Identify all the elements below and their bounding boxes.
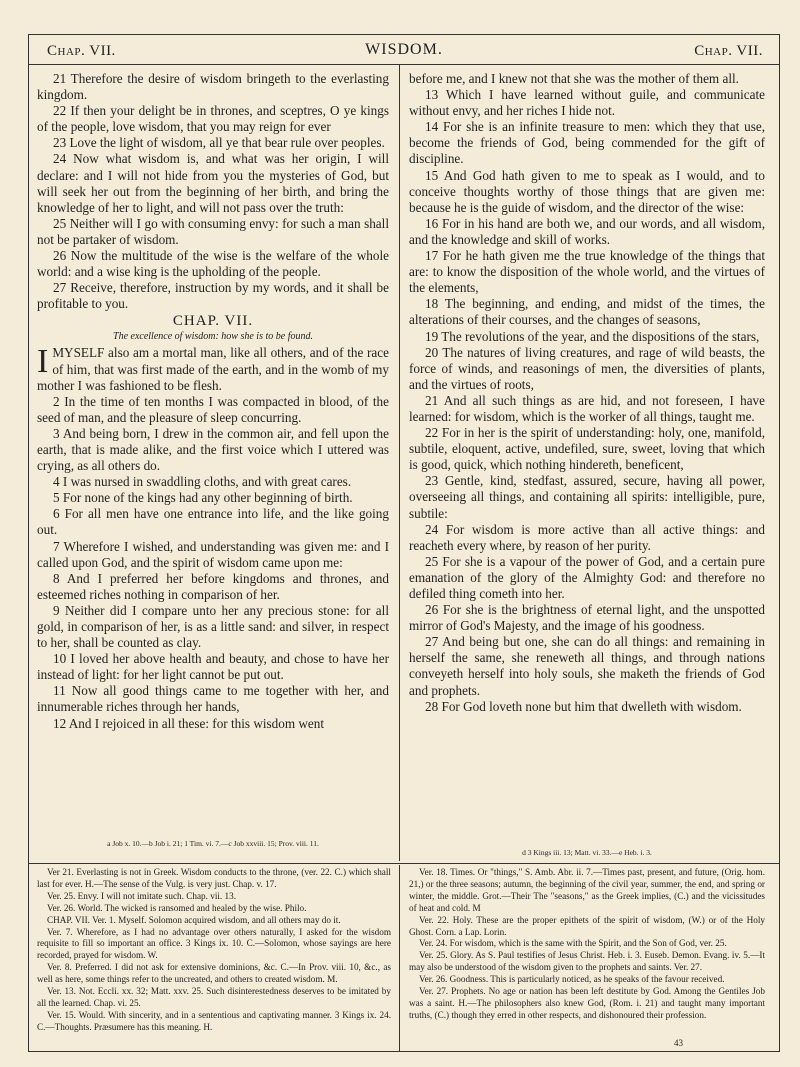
verse: 27 Receive, therefore, instruction by my words, and it shall be profitable to you. [37,280,389,312]
verse: 7 Wherefore I wished, and understanding was given me: and I called upon God, and the spirit of wisdom came upon me: [37,538,389,570]
notes-column-divider [399,865,400,1051]
verse: 8 And I preferred her before kingdoms and thrones, and esteemed riches nothing in comparison of her. [37,570,389,602]
verse: 22 If then your delight be in thrones, and sceptres, O ye kings of the people, love wisdom, that you may reign for ever [37,103,389,135]
page-number: 43 [674,1038,683,1048]
verse: 18 The beginning, and ending, and midst of the times, the alterations of their courses, and the changes of seasons, [409,296,765,328]
commentary-note: Ver. 25. Envy. I will not imitate such. Chap. vii. 13. [47,890,237,901]
verse: 15 And God hath given to me to speak as I would, and to conceive thoughts worthy of those things that are given me: because he is the guide of wisdom, and the director of the wise: [409,167,765,215]
commentary-note: Ver 21. Everlasting is not in Greek. Wisdom conducts to the throne, (ver. 22. C.) which shall last for ever. H.—The sense of the Vulg. is very just. Chap. v. 17. [37,867,391,889]
page-frame [28,34,780,1052]
commentary-note: CHAP. VII. Ver. 1. Myself. Solomon acquired wisdom, and all others may do it. [47,914,341,925]
verse: 23 Gentle, kind, stedfast, assured, secure, having all power, overseeing all things, and containing all spirits: intelligible, pure, subtile: [409,473,765,521]
verse: 2 In the time of ten months I was compacted in blood, of the seed of man, and the pleasure of sleep concurring. [37,393,389,425]
verse: 6 For all men have one entrance into life, and the like going out. [37,506,389,538]
verse: 22 For in her is the spirit of understanding: holy, one, manifold, subtile, eloquent, active, undefiled, sure, sweet, loving that which is good, quick, which nothing hindereth, beneficent, [409,425,765,473]
verse: 4 I was nursed in swaddling cloths, and with great cares. [53,474,352,490]
verse: 12 And I rejoiced in all these: for this wisdom went [53,715,325,731]
commentary-right [409,867,765,1051]
commentary-note: Ver. 18. Times. Or "things," S. Amb. Abr. ii. 7.—Times past, present, and future, (Orig. hom. 21,) or the three seasons; autumn, the beginning of the civil year, summer, the end, and spring or winter, the middle. Grot.—Their The "seasons," as the Greek implies, (C.) and the vicissitudes of heat and cold. M [409,867,765,913]
commentary-note: Ver. 7. Wherefore, as I had no advantage over others naturally, I asked for the wisdom requisite to fill so important an office. 3 Kings ix. 10. C.—Solomon, whose sayings are here recorded, prayed for wisdom. W. [37,926,391,961]
commentary-note: Ver. 27. Prophets. No age or nation has been left destitute by God. Among the Gentiles Job was a saint. H.—The philosophers also knew God, (Rom. i. 21) and taught many important truths, (C.) though they erred in other respects, and dishonoured their profession. [409,986,765,1020]
verse: 14 For she is an infinite treasure to men: which they that use, become the friends of God, being commended for the gift of discipline. [409,119,765,167]
verse: 24 For wisdom is more active than all active things: and reacheth every where, by reason of her purity. [409,521,765,553]
commentary-left [37,867,391,1051]
verse: 13 Which I have learned without guile, and communicate without envy, and her riches I hide not. [409,87,765,119]
commentary-note: Ver. 13. Not. Eccli. xx. 32; Matt. xxv. 25. Such disinterestedness deserves to be imitated by all the learned. Chap. vi. 25. [37,986,391,1008]
verse: 21 Therefore the desire of wisdom bringeth to the everlasting kingdom. [37,71,389,103]
verse: 25 For she is a vapour of the power of God, and a certain pure emanation of the glory of the Almighty God: and therefore no defiled thing cometh into her. [409,553,765,601]
notes-divider [29,863,779,864]
verse: 26 For she is the brightness of eternal light, and the unspotted mirror of God's Majesty, and the image of his goodness. [409,602,765,634]
left-column [37,71,389,859]
verse: 3 And being born, I drew in the common air, and fell upon the earth, that is made alike, and the first voice which I uttered was crying, as all others do. [37,425,389,474]
verse: 16 For in his hand are both we, and our words, and all wisdom, and the knowledge and skill of works. [409,215,765,247]
verse: 26 Now the multitude of the wise is the welfare of the whole world: and a wise king is the upholding of the people. [37,248,389,280]
verse: 17 For he hath given me the true knowledge of the things that are: to know the disposition of the whole world, and the virtues of the elements, [409,248,765,296]
verse: 11 Now all good things came to me together with her, and innumerable riches through her hands, [37,683,389,715]
verse: 5 For none of the kings had any other beginning of birth. [53,490,353,506]
verse: 10 I loved her above health and beauty, and chose to have her instead of light: for her light cannot be put out. [37,651,389,683]
right-column [409,71,765,859]
commentary-note: Ver. 15. Would. With sincerity, and in a sententious and captivating manner. 3 Kings ix. 24. C.—Thoughts. Præsumere has this meaning. H. [37,1009,391,1032]
verse: 20 The natures of living creatures, and rage of wild beasts, the force of winds, and reasonings of men, the diversities of plants, and the virtues of roots, [409,344,765,392]
commentary-note: Ver. 8. Preferred. I did not ask for extensive dominions, &c. C.—In Prov. viii. 10, &c., as well as here, some things refer to the uncreated, and others to created wisdom. M. [37,962,391,985]
header-chapter-right: Chap. VII. [694,43,763,59]
verse: 27 And being but one, she can do all things: and remaining in herself the same, she reneweth all things, and through nations conveyeth herself into holy souls, she maketh the friends of God and prophets. [409,634,765,698]
commentary-note: Ver. 22. Holy. These are the proper epithets of the spirit of wisdom, (W.) or of the Holy Ghost. Corn. a Lap. Lorin. [409,914,765,937]
verse: 19 The revolutions of the year, and the dispositions of the stars, [425,328,760,344]
column-divider [399,65,400,861]
verse: before me, and I knew not that she was the mother of them all. [409,71,739,86]
verse: 24 Now what wisdom is, and what was her origin, I will declare: and I will not hide from you the mysteries of God, but will seek her out from the beginning of her birth, and bring the knowledge of her to light, and will not pass over the truth: [37,151,389,215]
first-verse-text: MYSELF also am a mortal man, like all others, and of the race of him, that was first made of the earth, and in the womb of my mother I was fashioned to be flesh. [37,345,389,393]
verse: 25 Neither will I go with consuming envy: for such a man shall not be partaker of wisdom. [37,215,389,247]
verse: 9 Neither did I compare unto her any precious stone: for all gold, in comparison of her, is as a little sand: and silver, in respect to her, shall be counted as clay. [37,602,389,651]
verse: 23 Love the light of wisdom, all ye that bear rule over peoples. [53,135,385,151]
chapter-heading: CHAP. VII. [172,313,254,330]
drop-cap: I [37,343,49,381]
header-chapter-left: Chap. VII. [47,43,116,59]
header-book-title: WISDOM. [365,41,443,58]
first-verse [37,345,389,393]
commentary-note: Ver. 25. Glory. As S. Paul testifies of Jesus Christ. Heb. i. 3. Euseb. Demon. Evang. iv. 5.—It may also be understood of the wisdom given to the prophets and saints. Ver. 27. [409,950,765,973]
commentary-note: Ver. 26. Goodness. This is particularly noticed, as he speaks of the favour received. [419,974,725,985]
commentary-note: Ver. 26. World. The wicked is ransomed and healed by the wise. Philo. [47,902,307,913]
running-header [29,35,779,65]
footnote-left: a Job x. 10.—b Job i. 21; 1 Tim. vi. 7.—c Job xxviii. 15; Prov. viii. 11. [107,839,319,848]
verse: 28 For God loveth none but him that dwelleth with wisdom. [425,698,742,714]
chapter-summary: The excellence of wisdom: how she is to be found. [113,331,313,343]
footnote-right: d 3 Kings iii. 13; Matt. vi. 33.—e Heb. i. 3. [522,848,652,857]
commentary-note: Ver. 24. For wisdom, which is the same with the Spirit, and the Son of God, ver. 25. [419,938,727,949]
verse: 21 And all such things as are hid, and not foreseen, I have learned: for wisdom, which is the worker of all things, taught me. [409,392,765,424]
